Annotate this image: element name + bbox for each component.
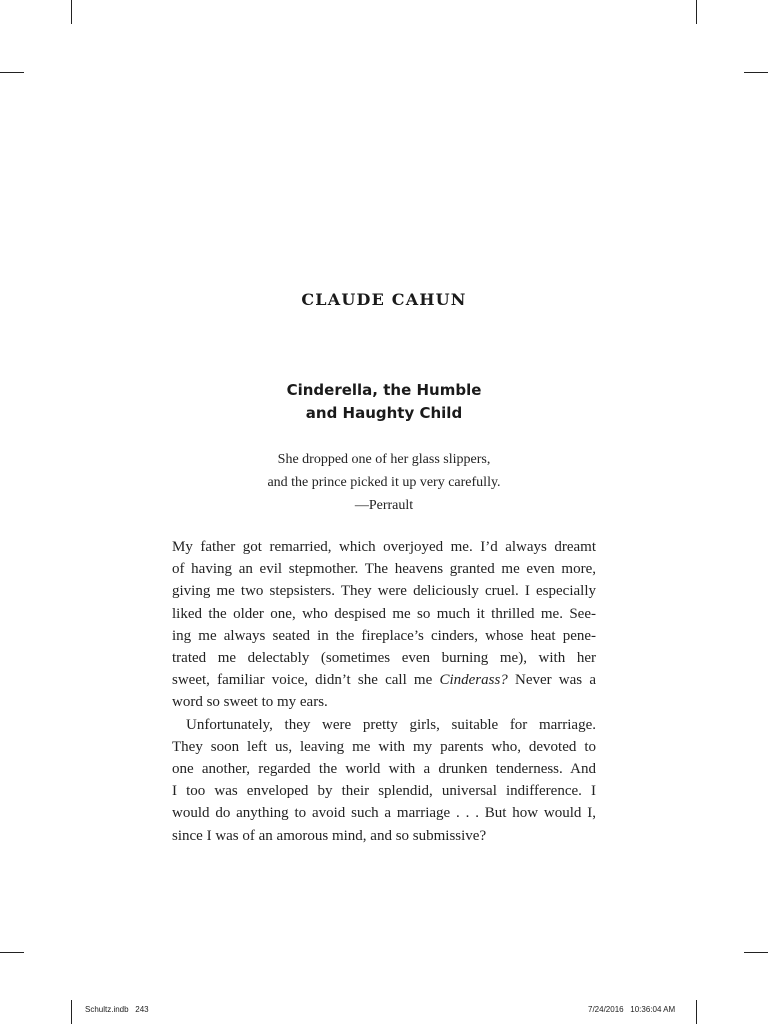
crop-mark-left-lower bbox=[0, 952, 24, 953]
text-line: since I was of an amorous mind, and so submissive? bbox=[172, 827, 487, 844]
paragraph bbox=[172, 536, 596, 714]
text-line: liked the older one, who despised me so much it thrilled me. See- bbox=[172, 605, 596, 622]
footer-file-label: Schultz.indb 243 bbox=[85, 1005, 149, 1014]
emphasized-word: Cinderass? bbox=[439, 672, 508, 689]
crop-mark-bottom-left bbox=[71, 1000, 72, 1024]
crop-mark-bottom-right bbox=[696, 1000, 697, 1024]
story-title-line: and Haughty Child bbox=[305, 404, 463, 422]
body-text bbox=[172, 536, 596, 847]
crop-mark-top-left bbox=[71, 0, 72, 24]
footer-timestamp: 7/24/2016 10:36:04 AM bbox=[588, 1005, 676, 1014]
text-segment: sweet, familiar voice, didn’t she call me bbox=[172, 672, 440, 689]
text-segment: Never was a bbox=[507, 672, 596, 689]
crop-mark-right-lower bbox=[744, 952, 768, 953]
epigraph-attribution: —Perrault bbox=[354, 498, 414, 513]
crop-mark-top-right bbox=[696, 0, 697, 24]
text-line: My father got remarried, which overjoyed me. I’d always dreamt bbox=[172, 539, 596, 555]
story-title-line: Cinderella, the Humble bbox=[286, 381, 482, 399]
text-line: trated me delectably (sometimes even burning me), with her bbox=[172, 650, 596, 667]
text-line: ing me always seated in the fireplace’s cinders, whose heat pene- bbox=[172, 627, 596, 644]
text-line: word so sweet to my ears. bbox=[172, 694, 328, 711]
text-line: Unfortunately, they were pretty girls, suitable for marriage. bbox=[186, 716, 596, 733]
paragraph bbox=[172, 714, 596, 847]
text-line bbox=[172, 669, 596, 691]
text-line: of having an evil stepmother. The heavens granted me even more, bbox=[172, 561, 596, 578]
epigraph-line: She dropped one of her glass slippers, bbox=[277, 452, 491, 467]
text-line: would do anything to avoid such a marriage . . . But how would I, bbox=[172, 805, 596, 822]
epigraph bbox=[0, 448, 768, 517]
crop-mark-right-upper bbox=[744, 72, 768, 73]
text-line: They soon left us, leaving me with my parents who, devoted to bbox=[172, 738, 596, 755]
text-line: giving me two stepsisters. They were deliciously cruel. I especially bbox=[172, 583, 596, 600]
crop-mark-left-upper bbox=[0, 72, 24, 73]
epigraph-line: and the prince picked it up very carefully. bbox=[267, 475, 501, 490]
text-line: one another, regarded the world with a drunken tenderness. And bbox=[172, 761, 596, 778]
text-line: I too was enveloped by their splendid, universal indifference. I bbox=[172, 783, 596, 800]
story-title bbox=[0, 379, 768, 425]
author-heading: CLAUDE CAHUN bbox=[301, 290, 467, 309]
